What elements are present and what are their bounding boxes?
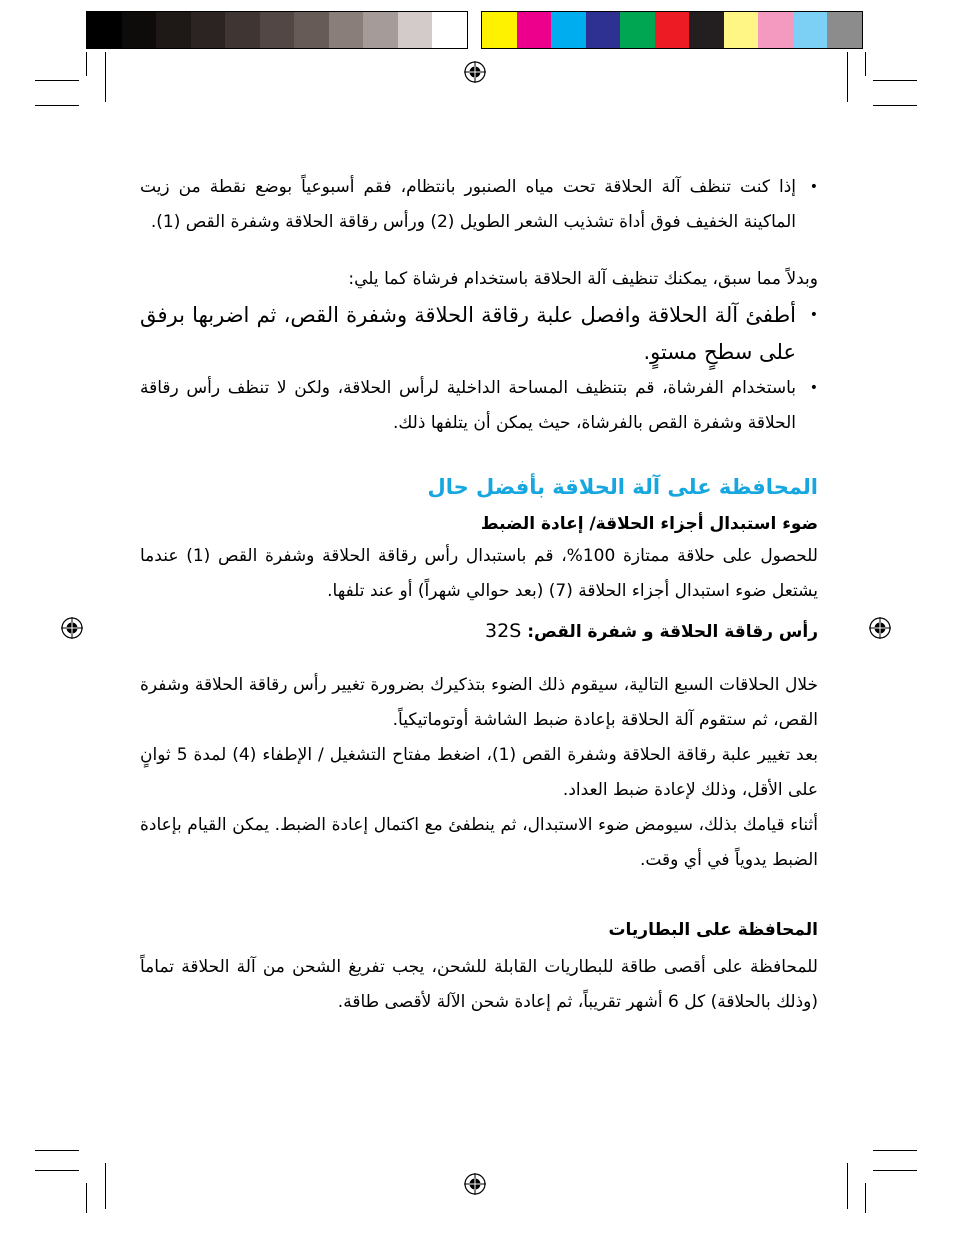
crop-mark	[865, 52, 866, 76]
crop-mark	[873, 80, 917, 81]
crop-mark	[105, 1163, 106, 1209]
foil-cutter-label: رأس رقاقة الحلاقة و شفرة القص:	[527, 622, 818, 642]
color-swatch	[432, 12, 467, 48]
color-swatch	[655, 12, 690, 48]
color-swatch	[329, 12, 364, 48]
color-swatch	[482, 12, 517, 48]
color-swatch	[294, 12, 329, 48]
color-swatch	[620, 12, 655, 48]
color-swatch	[551, 12, 586, 48]
crop-mark	[873, 1170, 917, 1171]
color-swatch	[689, 12, 724, 48]
color-swatch	[122, 12, 157, 48]
battery-care-text: للمحافظة على أقصى طاقة للبطاريات القابلة للشحن، يجب تفريغ الشحن من آلة الحلاقة تماماً (وذلك بالحلاقة) كل 6 أشهر تقريباً، ثم إعادة شحن الآلة لأقصى طاقة.	[140, 957, 818, 1012]
color-swatch	[758, 12, 793, 48]
crop-mark	[873, 105, 917, 106]
crop-mark	[86, 52, 87, 76]
registration-mark-icon	[869, 617, 891, 639]
color-swatch	[191, 12, 226, 48]
brush-interior-bullet: • باستخدام الفرشاة، قم بتنظيف المساحة الداخلية لرأس الحلاقة، ولكن لا تنظف رأس رقاقة الحلاقة وشفرة القص بالفرشاة، حيث يمكن أن يتلفها ذلك.	[140, 371, 818, 441]
replacement-light-text: للحصول على حلاقة ممتازة 100%، قم باستبدال رأس رقاقة الحلاقة وشفرة القص (1) عندما يشتعل ضوء استبدال أجزاء الحلاقة (7) (بعد حوالي شهراً) أو عند تلفها.	[140, 546, 818, 601]
registration-mark-icon	[61, 617, 83, 639]
crop-mark	[847, 1163, 848, 1209]
color-swatch	[225, 12, 260, 48]
crop-mark	[35, 105, 79, 106]
color-calibration-bar-grayscale	[86, 11, 468, 49]
color-swatch	[827, 12, 862, 48]
foil-cutter-title	[140, 609, 818, 654]
section-title: المحافظة على آلة الحلاقة بأفضل حال	[427, 475, 818, 499]
color-swatch	[586, 12, 621, 48]
color-swatch	[398, 12, 433, 48]
registration-mark-icon	[464, 61, 486, 83]
crop-mark	[35, 80, 79, 81]
color-swatch	[363, 12, 398, 48]
cleaning-oil-bullet: • إذا كنت تنظف آلة الحلاقة تحت مياه الصنبور بانتظام، فقم أسبوعياً بوضع نقطة من زيت الماكينة الخفيف فوق أداة تشذيب الشعر الطويل (2) ورأس رقاقة الحلاقة وشفرة القص (1).	[140, 170, 818, 240]
crop-mark	[35, 1150, 79, 1151]
color-swatch	[724, 12, 759, 48]
color-swatch	[793, 12, 828, 48]
color-swatch	[260, 12, 295, 48]
crop-mark	[865, 1183, 866, 1213]
reset-instructions: بعد تغيير علبة رقاقة الحلاقة وشفرة القص (1)، اضغط مفتاح التشغيل / الإطفاء (4) لمدة 5 ثوانٍ على الأقل، وذلك لإعادة ضبط العداد.	[140, 745, 818, 800]
crop-mark	[35, 1170, 79, 1171]
tap-foil-bullet: • أطفئ آلة الحلاقة وافصل علبة رقاقة الحلاقة وشفرة القص، ثم اضربها برفق على سطحٍ مستوٍ.	[140, 297, 818, 371]
registration-mark-icon	[464, 1173, 486, 1195]
crop-mark	[847, 52, 848, 102]
reminder-text: خلال الحلاقات السبع التالية، سيقوم ذلك الضوء بتذكيرك بضرورة تغيير رأس رقاقة الحلاقة وشفرة القص، ثم ستقوم آلة الحلاقة بإعادة ضبط الشاشة أوتوماتيكياً.	[140, 675, 818, 730]
color-swatch	[156, 12, 191, 48]
brush-cleaning-intro: وبدلاً مما سبق، يمكنك تنظيف آلة الحلاقة باستخدام فرشاة كما يلي:	[348, 269, 818, 289]
replacement-light-title: ضوء استبدال أجزاء الحلاقة/ إعادة الضبط	[480, 514, 818, 534]
crop-mark	[86, 1183, 87, 1213]
crop-mark	[105, 52, 106, 102]
model-number: 32S	[485, 620, 522, 642]
color-swatch	[517, 12, 552, 48]
manual-page-content	[140, 170, 818, 1020]
battery-care-title: المحافظة على البطاريات	[608, 920, 818, 940]
crop-mark	[873, 1150, 917, 1151]
color-calibration-bar-color	[481, 11, 863, 49]
color-swatch	[87, 12, 122, 48]
reset-flash-text: أثناء قيامك بذلك، سيومض ضوء الاستبدال، ثم ينطفئ مع اكتمال إعادة الضبط. يمكن القيام بإعادة الضبط يدوياً في أي وقت.	[140, 815, 818, 870]
